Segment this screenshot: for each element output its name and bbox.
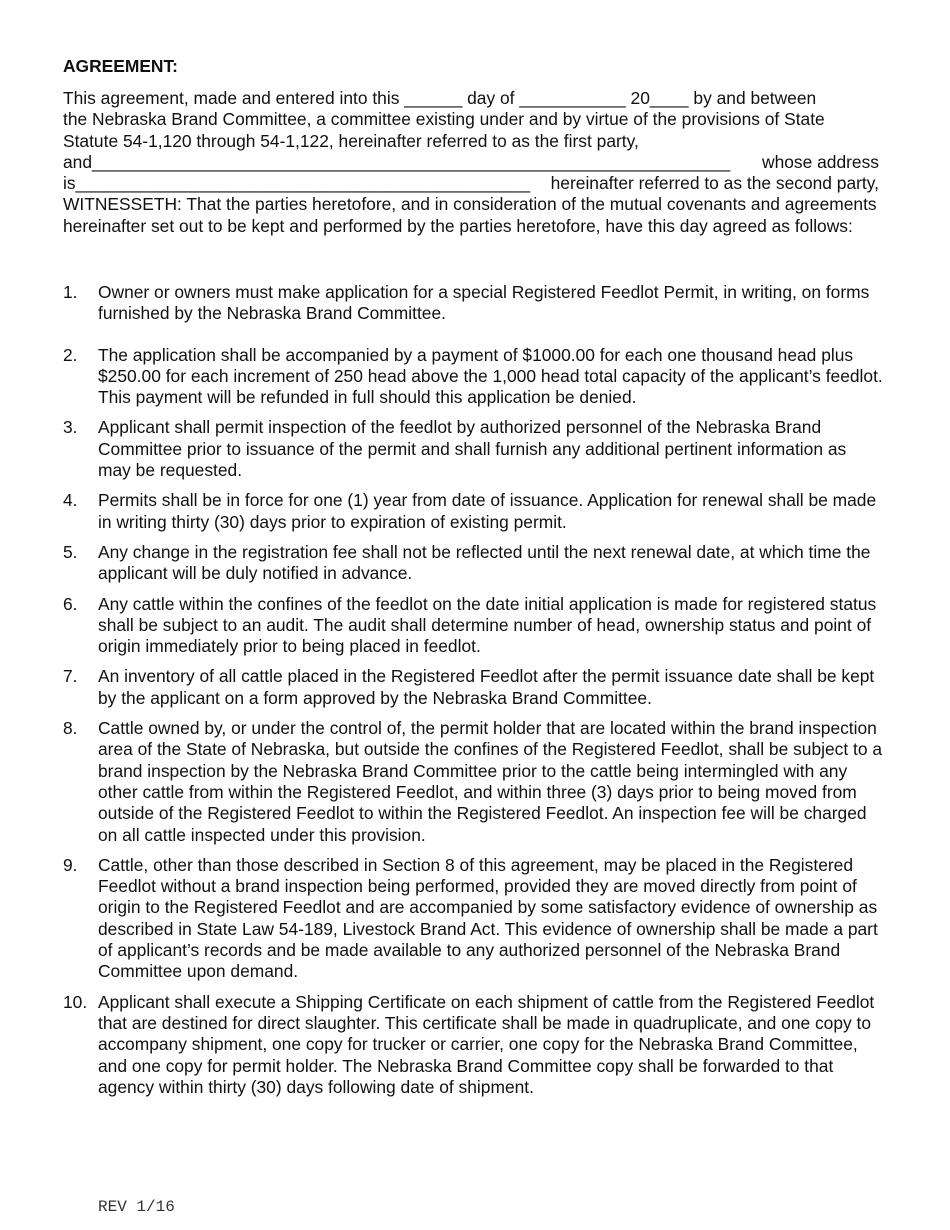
second-party-name-line xyxy=(63,152,879,173)
second-party-address-blank: is_______________________________________________ xyxy=(63,173,531,194)
whose-address-label: whose address xyxy=(762,151,879,172)
term-text: Cattle owned by, or under the control of, the permit holder that are located within the brand inspection area of the State of Nebraska, but outside the confines of the Registered Feedlot, shall be subject to a brand inspection by the Nebraska Brand Committee prior to the cattle being intermingled with any other cattle from within the Registered Feedlot, and within three (3) days prior to being moved from outside of the Registered Feedlot to within the Registered Feedlot. An inspection fee will be charged on all cattle inspected under this provision. xyxy=(98,718,883,845)
term-number: 8. xyxy=(63,718,78,739)
term-number: 9. xyxy=(63,854,78,875)
term-text: Cattle, other than those described in Section 8 of this agreement, may be placed in the Registered Feedlot without a brand inspection being performed, provided they are moved directly from point of origin to the Registered Feedlot and are accompanied by some satisfactory evidence of ownership as described in State Law 54-189, Livestock Brand Act. This evidence of ownership shall be made a part of applicant’s records and be made available to any authorized personnel of the Nebraska Brand Committee upon demand. xyxy=(98,854,878,982)
term-number: 6. xyxy=(63,593,78,614)
second-party-label: hereinafter referred to as the second party, xyxy=(550,173,879,194)
agreement-heading: AGREEMENT: xyxy=(63,56,178,76)
second-party-name-blank: and__________________________________________________________________ xyxy=(63,151,731,172)
second-party-address-line xyxy=(63,173,879,194)
term-text: Any cattle within the confines of the feedlot on the date initial application is made for registered status shall be subject to an audit. The audit shall determine number of head, ownership status and point of origin immediately prior to being placed in feedlot. xyxy=(98,593,877,657)
term-item xyxy=(63,718,883,846)
term-text: Applicant shall execute a Shipping Certificate on each shipment of cattle from the Registered Feedlot that are destined for direct slaughter. This certificate shall be made in quadruplicate, and one copy to accompany shipment, one copy for trucker or carrier, one copy for the Nebraska Brand Committee, and one copy for permit holder. The Nebraska Brand Committee copy shall be forwarded to that agency within thirty (30) days following date of shipment. xyxy=(98,991,875,1097)
term-item xyxy=(63,666,883,709)
witnesseth-paragraph: WITNESSETH: That the parties heretofore, and in consideration of the mutual covenants and agreements hereinafter set out to be kept and performed by the parties heretofore, have this day agreed as follows: xyxy=(63,194,877,236)
term-number: 4. xyxy=(63,490,78,511)
term-item xyxy=(63,417,883,481)
term-item xyxy=(63,282,883,325)
term-number: 5. xyxy=(63,541,78,562)
term-number: 3. xyxy=(63,417,78,438)
term-number: 2. xyxy=(63,344,78,365)
intro-line-3: Statute 54-1,120 through 54-1,122, hereinafter referred to as the first party, xyxy=(63,130,639,151)
revision-footer: REV 1/16 xyxy=(98,1198,175,1216)
term-item xyxy=(63,490,883,533)
term-text: Permits shall be in force for one (1) year from date of issuance. Application for renewal shall be made in writing thirty (30) days prior to expiration of existing permit. xyxy=(98,490,877,532)
term-number: 1. xyxy=(63,282,78,302)
term-number: 10. xyxy=(63,991,88,1012)
intro-line-2: the Nebraska Brand Committee, a committee existing under and by virtue of the provisions of State xyxy=(63,109,825,130)
term-text: An inventory of all cattle placed in the Registered Feedlot after the permit issuance date shall be kept by the applicant on a form approved by the Nebraska Brand Committee. xyxy=(98,666,875,708)
term-text: Owner or owners must make application for a special Registered Feedlot Permit, in writing, on forms furnished by the Nebraska Brand Committee. xyxy=(98,282,870,324)
term-item xyxy=(63,855,883,983)
term-text: Applicant shall permit inspection of the feedlot by authorized personnel of the Nebraska Brand Committee prior to issuance of the permit and shall furnish any additional pertinent information as may be requested. xyxy=(98,417,847,481)
term-item xyxy=(63,542,883,585)
intro-line-1: This agreement, made and entered into this ______ day of ___________ 20____ by and between xyxy=(63,88,817,108)
agreement-terms-list xyxy=(63,282,883,1107)
agreement-intro xyxy=(63,88,879,237)
intro-line-date xyxy=(63,88,879,109)
term-text: The application shall be accompanied by a payment of $1000.00 for each one thousand head plus $250.00 for each increment of 250 head above the 1,000 head total capacity of the applicant’s feedlot. This payment will be refunded in full should this application be denied. xyxy=(98,344,883,408)
term-number: 7. xyxy=(63,666,78,687)
term-item xyxy=(63,992,883,1098)
term-item xyxy=(63,345,883,409)
term-text: Any change in the registration fee shall not be reflected until the next renewal date, at which time the applicant will be duly notified in advance. xyxy=(98,541,871,584)
term-item xyxy=(63,594,883,658)
